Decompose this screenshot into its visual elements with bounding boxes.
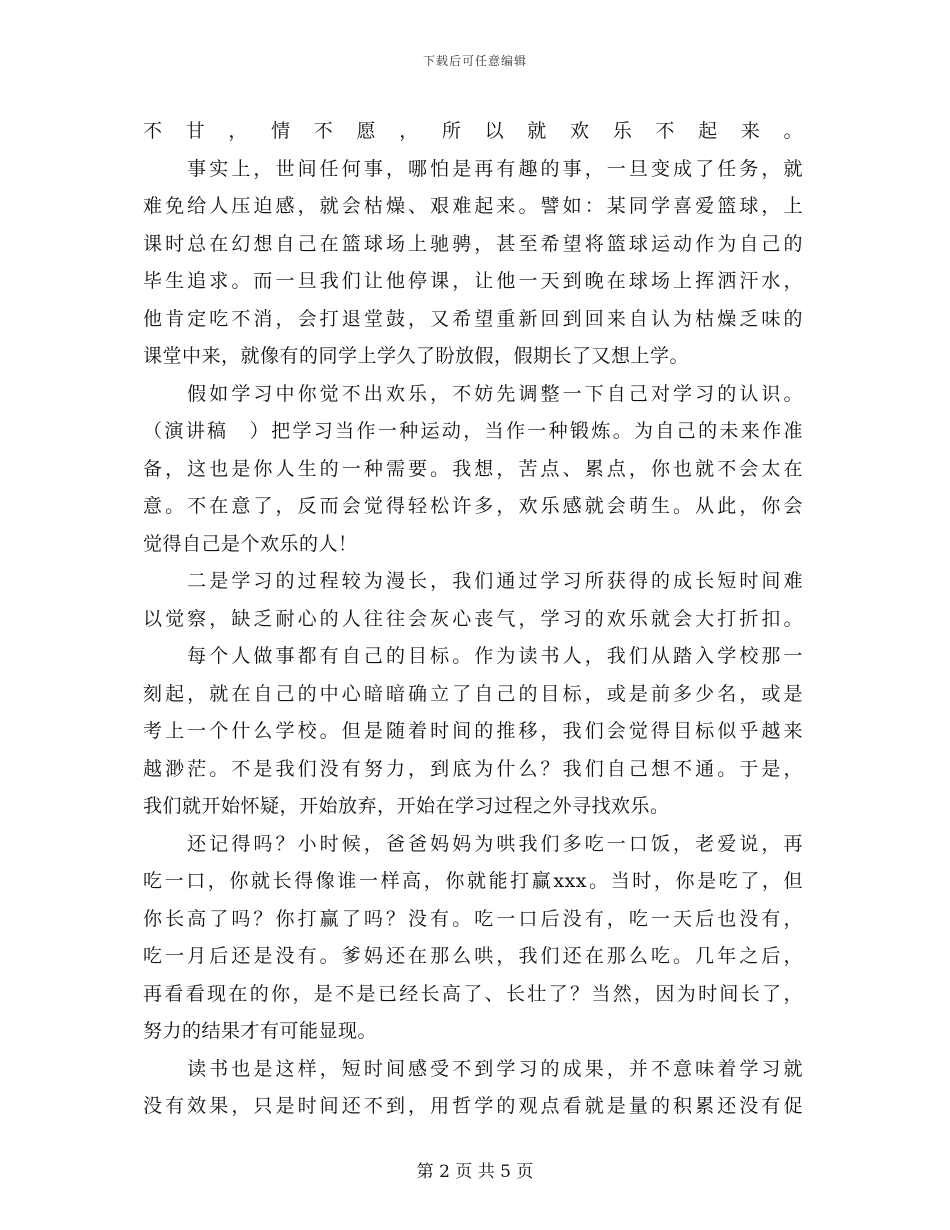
document-body xyxy=(143,113,803,1126)
text-line: 你长高了吗？你打赢了吗？没有。吃一口后没有，吃一天后也没有， xyxy=(143,907,803,930)
text-line: 越渺茫。不是我们没有努力，到底为什么？我们自己想不通。于是， xyxy=(143,757,803,780)
page-header-note: 下载后可任意编辑 xyxy=(422,54,527,68)
page-number: 第 2 页 共 5 页 xyxy=(416,1162,534,1182)
text-line: 假如学习中你觉不出欢乐，不妨先调整一下自己对学习的认识。 xyxy=(143,382,803,405)
text-line: 意。不在意了，反而会觉得轻松许多，欢乐感就会萌生。从此，你会 xyxy=(143,495,803,517)
text-line: 努力的结果才有可能显现。 xyxy=(143,1020,378,1042)
text-line: 事实上，世间任何事，哪怕是再有趣的事，一旦变成了任务，就 xyxy=(143,157,803,180)
text-line: 还记得吗？小时候，爸爸妈妈为哄我们多吃一口饭，老爱说，再 xyxy=(143,832,803,855)
text-line: 毕生追求。而一旦我们让他停课，让他一天到晚在球场上挥洒汗水， xyxy=(143,270,803,292)
text-line: 二是学习的过程较为漫长，我们通过学习所获得的成长短时间难 xyxy=(143,570,803,592)
text-line: 备，这也是你人生的一种需要。我想，苦点、累点，你也就不会太在 xyxy=(143,457,803,480)
text-line: 不甘，情不愿，所以就欢乐不起来。 xyxy=(143,120,803,142)
text-line: 读书也是这样，短时间感受不到学习的成果，并不意味着学习就 xyxy=(143,1057,803,1080)
text-line: 课时总在幻想自己在篮球场上驰骋，甚至希望将篮球运动作为自己的 xyxy=(143,232,803,255)
text-line: 吃一口，你就长得像谁一样高，你就能打赢xxx。当时，你是吃了，但 xyxy=(143,870,803,892)
text-line: 他肯定吃不消，会打退堂鼓，又希望重新回到回来自认为枯燥乏味的 xyxy=(143,307,803,330)
text-line: 吃一月后还是没有。爹妈还在那么哄，我们还在那么吃。几年之后， xyxy=(143,945,803,967)
text-line: 以觉察，缺乏耐心的人往往会灰心丧气，学习的欢乐就会大打折扣。 xyxy=(143,607,803,630)
text-line: 每个人做事都有自己的目标。作为读书人，我们从踏入学校那一 xyxy=(143,645,803,667)
text-line: 课堂中来，就像有的同学上学久了盼放假，假期长了又想上学。 xyxy=(143,345,690,367)
text-line: 难免给人压迫感，就会枯燥、艰难起来。譬如：某同学喜爱篮球，上 xyxy=(143,195,803,217)
text-line: （演讲稿 ）把学习当作一种运动，当作一种锻炼。为自己的未来作准 xyxy=(143,420,803,442)
text-line: 我们就开始怀疑，开始放弃，开始在学习过程之外寻找欢乐。 xyxy=(143,795,670,817)
text-line: 考上一个什么学校。但是随着时间的推移，我们会觉得目标似乎越来 xyxy=(143,720,803,742)
text-line: 没有效果，只是时间还不到，用哲学的观点看就是量的积累还没有促 xyxy=(143,1095,803,1117)
text-line: 再看看现在的你，是不是已经长高了、长壮了？当然，因为时间长了， xyxy=(143,982,803,1005)
text-line: 刻起，就在自己的中心暗暗确立了自己的目标，或是前多少名，或是 xyxy=(143,682,803,705)
text-line: 觉得自己是个欢乐的人！ xyxy=(143,532,358,555)
